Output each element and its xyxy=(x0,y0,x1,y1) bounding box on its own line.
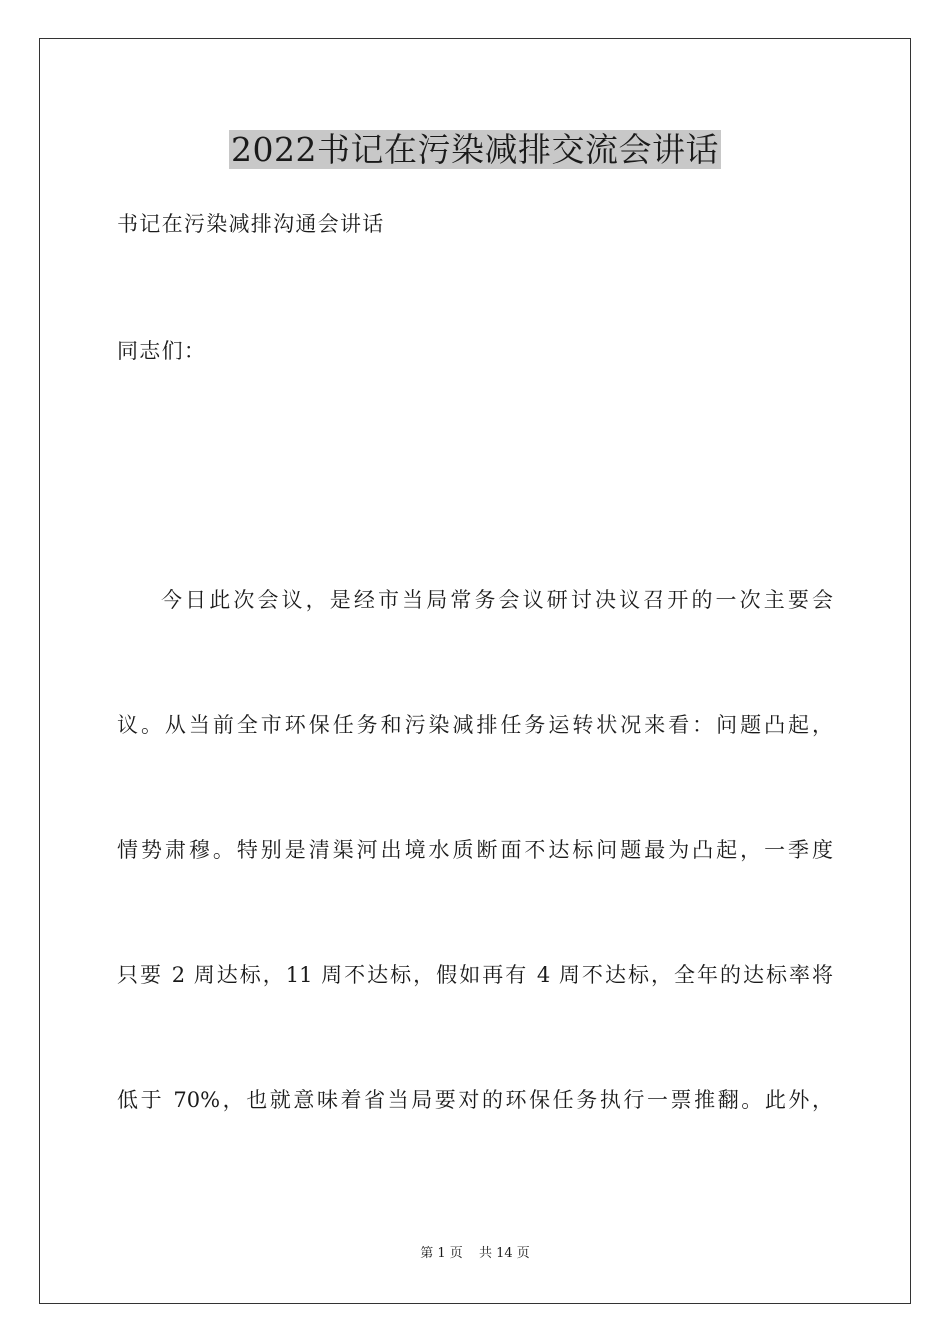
paragraph-line: 今日此次会议，是经市当局常务会议研讨决议召开的一次主要会 xyxy=(161,588,833,612)
document-title xyxy=(0,128,950,172)
page-number-total: 共 14 页 xyxy=(478,1246,530,1261)
paragraph-line: 议。从当前全市环保任务和污染减排任务运转状况来看：问题凸起， xyxy=(117,713,833,737)
paragraph-line: 情势肃穆。特别是清渠河出境水质断面不达标问题最为凸起，一季度 xyxy=(117,838,833,862)
salutation: 同志们： xyxy=(117,339,207,363)
document-title-text: 2022书记在污染减排交流会讲话 xyxy=(231,130,719,169)
paragraph-line: 只要 2 周达标，11 周不达标，假如再有 4 周不达标，全年的达标率将 xyxy=(117,963,833,987)
page-number-current: 第 1 页 xyxy=(420,1246,463,1261)
paragraph-line: 低于 70%，也就意味着省当局要对的环保任务执行一票推翻。此外， xyxy=(117,1088,833,1112)
document-subtitle: 书记在污染减排沟通会讲话 xyxy=(117,212,385,236)
page-footer xyxy=(0,1245,950,1263)
